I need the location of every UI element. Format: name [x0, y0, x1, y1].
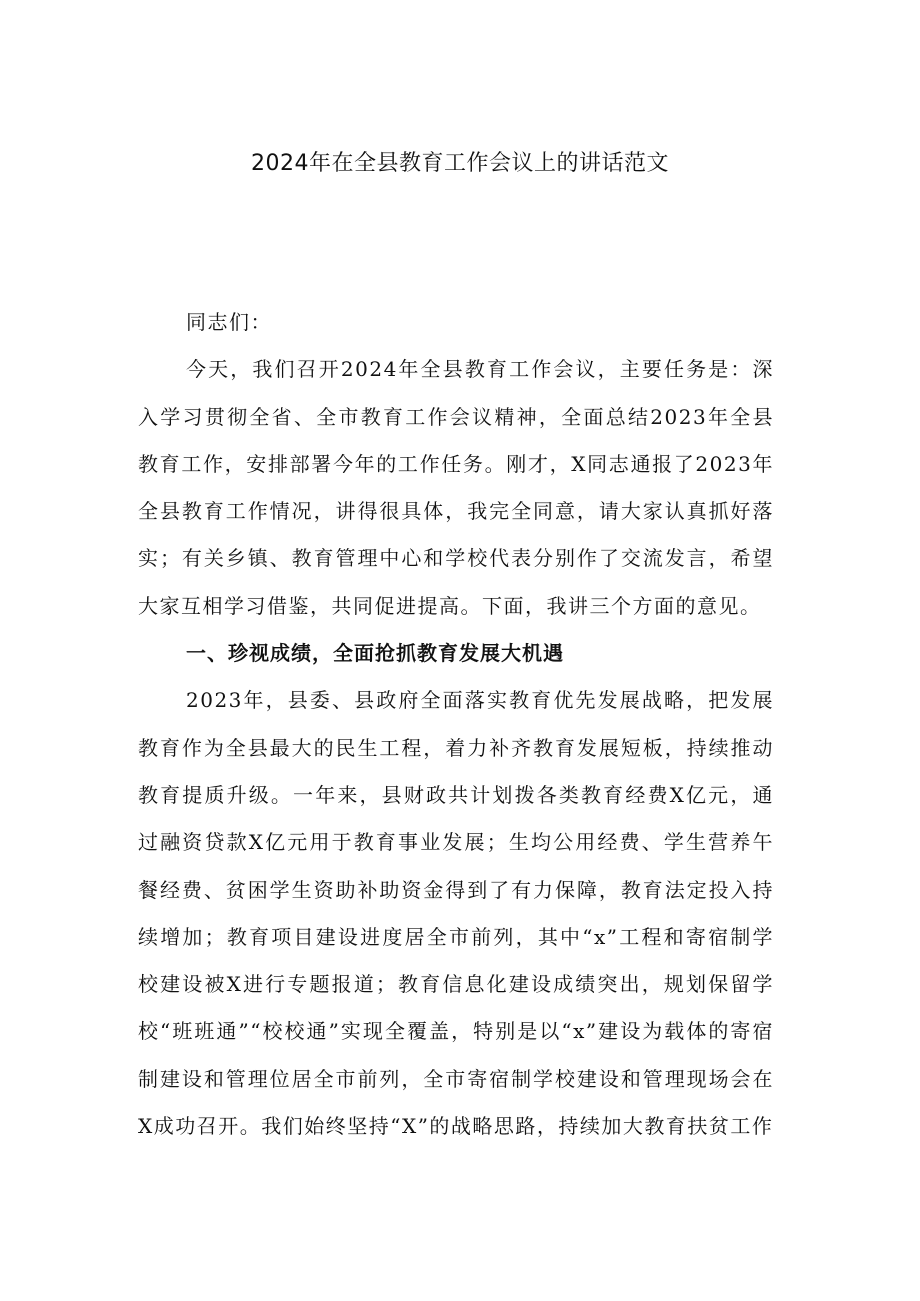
greeting: 同志们： — [186, 310, 272, 334]
document-body — [138, 299, 774, 1150]
paragraph-opening: 今天，我们召开2024年全县教育工作会议，主要任务是：深入学习贯彻全省、全市教育工作会议精神，全面总结2023年全县教育工作，安排部署今年的工作任务。刚才，X同志通报了2023年全县教育工作情况，讲得很具体，我完全同意，请大家认真抓好落实；有关乡镇、教育管理中心和学校代表分别作了交流发言，希望大家互相学习借鉴，共同促进提高。下面，我讲三个方面的意见。 — [138, 357, 774, 618]
section-heading-1: 一、珍视成绩，全面抢抓教育发展大机遇 — [186, 641, 564, 666]
document-title: 2024年在全县教育工作会议上的讲话范文 — [251, 151, 669, 176]
paragraph-achievements: 2023年，县委、县政府全面落实教育优先发展战略，把发展教育作为全县最大的民生工程，着力补齐教育发展短板，持续推动教育提质升级。一年来，县财政共计划拨各类教育经费X亿元，通过融资贷款X亿元用于教育事业发展；生均公用经费、学生营养午餐经费、贫困学生资助补助资金得到了有力保障，教育法定投入持续增加；教育项目建设进度居全市前列，其中“x”工程和寄宿制学校建设被X进行专题报道；教育信息化建设成绩突出，规划保留学校“班班通”“校校通”实现全覆盖，特别是以“x”建设为载体的寄宿制建设和管理位居全市前列，全市寄宿制学校建设和管理现场会在X成功召开。我们始终坚持“X”的战略思路，持续加大教育扶贫工作 — [138, 688, 774, 1139]
